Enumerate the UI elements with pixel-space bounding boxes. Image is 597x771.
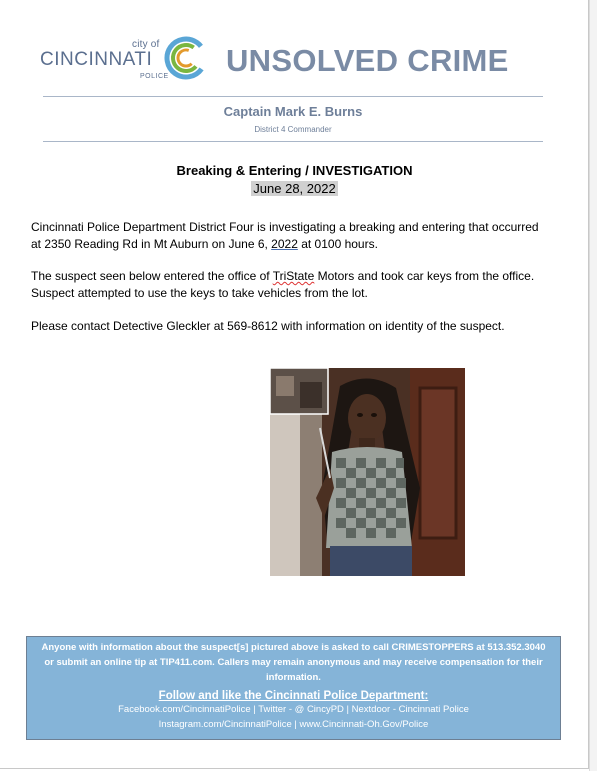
logo-name: CINCINNATI: [40, 49, 153, 70]
company-name: TriState: [272, 269, 315, 283]
follow-heading[interactable]: Follow and like the Cincinnati Police Department:: [158, 690, 429, 702]
suspect-photo-image: [270, 368, 465, 576]
paragraph-incident: [31, 219, 551, 253]
suspect-text-end: Motors and took car keys from the office. Suspect attempted to use the keys to take vehicles from the lot.: [31, 269, 535, 300]
suspect-photo: [270, 368, 465, 576]
suspect-text: The suspect seen below entered the office of: [31, 269, 273, 283]
officer-name: Captain Mark E. Burns: [223, 104, 363, 119]
vertical-scrollbar[interactable]: [589, 0, 597, 771]
crimestoppers-footer: [26, 636, 561, 740]
crimestoppers-notice: Anyone with information about the suspect[s] pictured above is asked to call CRIMESTOPPERS at 513.352.3040 or submit an online tip at TIP411.com. Callers may remain anonymous and may receive compensation for their information.: [41, 642, 546, 683]
logo-police: POLICE: [140, 73, 169, 80]
header-divider-bottom: [43, 141, 543, 142]
officer-role: District 4 Commander: [254, 125, 332, 134]
notice-headline: Breaking & Entering / INVESTIGATION: [176, 163, 413, 178]
page-title: UNSOLVED CRIME: [226, 43, 509, 78]
notice-date: June 28, 2022: [253, 181, 336, 196]
incident-text-end: at 0100 hours.: [297, 237, 378, 251]
incident-year: 2022: [271, 237, 298, 251]
header-divider-top: [43, 96, 543, 97]
notice-date-line: [0, 181, 589, 196]
social-links-line-2[interactable]: Instagram.com/CincinnatiPolice | www.Cincinnati-Oh.Gov/Police: [158, 719, 429, 730]
cincinnati-police-logo: [40, 36, 210, 88]
paragraph-contact: Please contact Detective Gleckler at 569-8612 with information on identity of the suspect.: [31, 319, 505, 333]
logo-city-of: city of: [132, 39, 160, 50]
paragraph-suspect: [31, 268, 551, 302]
social-links-line-1[interactable]: Facebook.com/CincinnatiPolice | Twitter - @ CincyPD | Nextdoor - Cincinnati Police: [118, 704, 469, 715]
incident-text: Cincinnati Police Department District Four is investigating a breaking and entering that occurred at 2350 Reading Rd in Mt Auburn on June 6,: [31, 220, 539, 251]
logo-c-mark-icon: [164, 36, 208, 80]
